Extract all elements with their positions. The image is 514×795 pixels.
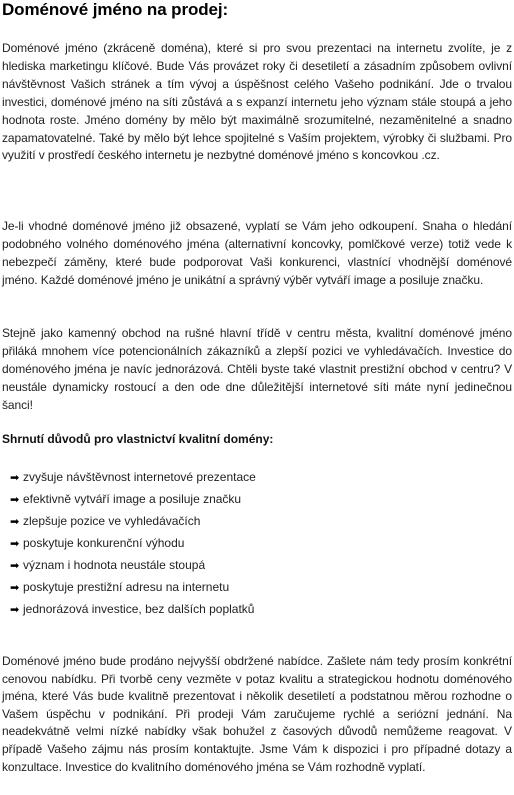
reason-text: jednorázová investice, bez dalších poplatků <box>23 602 255 616</box>
offer-paragraph: Doménové jméno bude prodáno nejvyšší obdržené nabídce. Zašlete nám tedy prosím konkrétní cenovou nabídku. Při tvorbě ceny vezměte v potaz kvalitu a strategickou hodnotu doménového jména, které Vás bude kvalitně prezentovat i několik desetiletí a podstatnou měrou rozhodne o Vašem úspěchu v podnikání. Při prodeji Vám zaručujeme rychlé a seriózní jednání. Na neadekvátně velmi nízké nabídky však bohužel z časových důvodů nemůžeme reagovat. V případě Vašeho zájmu nás prosím kontaktujte. Jsme Vám k dispozici i pro případné dotazy a konzultace. Investice do kvalitního doménového jména se Vám rozhodně vyplatí. <box>2 654 512 774</box>
list-item <box>10 600 256 622</box>
reason-text: efektivně vytváří image a posiluje značku <box>23 492 242 506</box>
reason-text: význam i hodnota neustále stoupá <box>23 558 206 572</box>
reason-text: poskytuje konkurenční výhodu <box>23 536 185 550</box>
list-item <box>10 468 256 490</box>
intro-paragraph: Doménové jméno (zkráceně doména), které si pro svou prezentaci na internetu zvolíte, je z hlediska marketingu klíčové. Bude Vás provázet roky či desetiletí a zásadním způsobem ovlivní návštěvnost Vašich stránek a tím vývoj a úspěšnost celého Vašeho podnikání. Jde o trvalou investici, doménové jméno na síti zůstává a s expanzí internetu jeho význam stále stoupá a jeho hodnota roste. Jméno domény by mělo být maximálně srozumitelné, nezaměnitelné a snadno zapamatovatelné. Také by mělo být lehce spojitelné s Vaším projektem, výrobky či službami. Pro využití v prostředí českého internetu je nezbytné doménové jméno s koncovkou .cz. <box>2 41 512 163</box>
list-item <box>10 556 256 578</box>
summary-heading: Shrnutí důvodů pro vlastnictví kvalitní domény: <box>2 432 274 446</box>
right-arrow-icon: ➡ <box>10 538 20 550</box>
buyout-paragraph: Je-li vhodné doménové jméno již obsazené, vyplatí se Vám jeho odkoupení. Snaha o hledání podobného volného doménového jména (alternativní koncovky, pomlčkové verze) totiž vede k nebezpečí záměny, které bude podporovat Vaši konkurenci, vlastnící vhodnější doménové jméno. Každé doménové jméno je unikátní a správný výběr vytváří image a posiluje značku. <box>2 219 512 287</box>
right-arrow-icon: ➡ <box>10 494 20 506</box>
right-arrow-icon: ➡ <box>10 472 20 484</box>
right-arrow-icon: ➡ <box>10 604 20 616</box>
page-title: Doménové jméno na prodej: <box>2 0 229 19</box>
right-arrow-icon: ➡ <box>10 582 20 594</box>
right-arrow-icon: ➡ <box>10 560 20 572</box>
reason-text: zlepšuje pozice ve vyhledávačích <box>23 514 201 528</box>
reasons-list <box>10 468 256 622</box>
list-item <box>10 534 256 556</box>
list-item <box>10 578 256 600</box>
comparison-paragraph: Stejně jako kamenný obchod na rušné hlavní třídě v centru města, kvalitní doménové jméno přiláká mnohem více potencionálních zákazníků a zlepší pozici ve vyhledávačích. Investice do doménového jména je navíc jednorázová. Chtěli byste také vlastnit prestižní obchod v centru? V neustále dynamicky rostoucí a den ode dne důležitější internetové síti máte nyní jedinečnou šanci! <box>2 326 512 412</box>
reason-text: poskytuje prestižní adresu na internetu <box>23 580 230 594</box>
list-item <box>10 490 256 512</box>
right-arrow-icon: ➡ <box>10 516 20 528</box>
list-item <box>10 512 256 534</box>
reason-text: zvyšuje návštěvnost internetové prezentace <box>23 470 256 484</box>
